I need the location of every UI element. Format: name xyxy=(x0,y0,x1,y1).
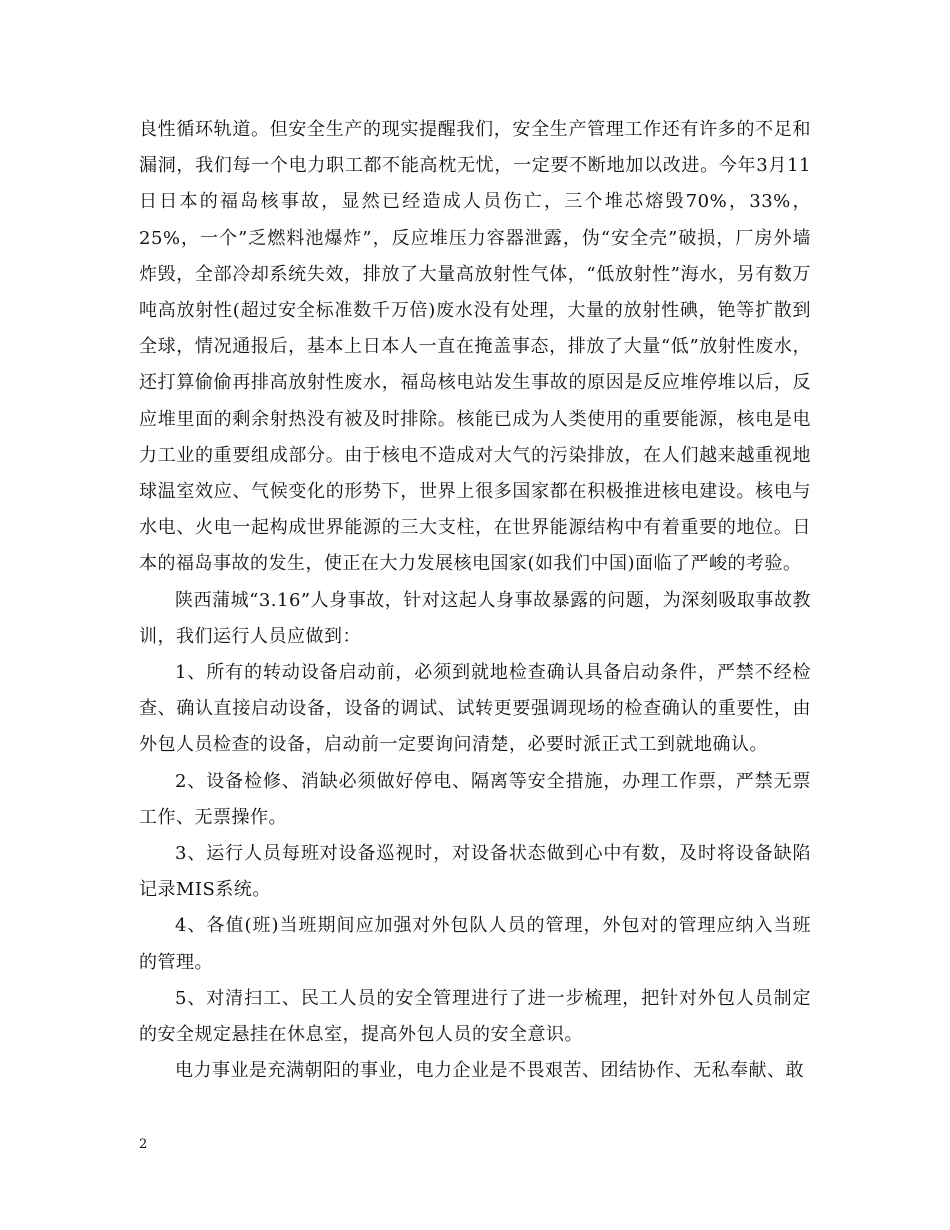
paragraph-item-2: 2、设备检修、消缺必须做好停电、隔离等安全措施，办理工作票，严禁无票工作、无票操作。 xyxy=(139,770,811,828)
paragraph-item-4: 4、各值(班)当班期间应加强对外包队人员的管理，外包对的管理应纳入当班的管理。 xyxy=(139,915,811,973)
paragraph-item-1: 1、所有的转动设备启动前，必须到就地检查确认具备启动条件，严禁不经检查、确认直接启动设备，设备的调试、试转更要强调现场的检查确认的重要性，由外包人员检查的设备，启动前一定要询问清楚，必要时派正式工到就地确认。 xyxy=(139,662,811,756)
body-text xyxy=(139,112,811,1089)
paragraph-pucheng-incident: 陕西蒲城“3.16”人身事故，针对这起人身事故暴露的问题，为深刻吸取事故教训，我们运行人员应做到： xyxy=(139,589,811,647)
paragraph-item-5: 5、对清扫工、民工人员的安全管理进行了进一步梳理，把针对外包人员制定的安全规定悬挂在休息室，提高外包人员的安全意识。 xyxy=(139,987,811,1046)
page-number: 2 xyxy=(139,1137,148,1152)
paragraph-fukushima: 良性循环轨道。但安全生产的现实提醒我们，安全生产管理工作还有许多的不足和漏洞，我们每一个电力职工都不能高枕无忧，一定要不断地加以改进。今年3月11日日本的福岛核事故，显然已经造成人员伤亡，三个堆芯熔毁70%，33%，25%，一个”乏燃料池爆炸”，反应堆压力容器泄露，伪“安全壳”破损，厂房外墙炸毁，全部冷却系统失效，排放了大量高放射性气体，“低放射性”海水，另有数万吨高放射性(超过安全标准数千万倍)废水没有处理，大量的放射性碘，铯等扩散到全球，情况通报后，基本上日本人一直在掩盖事态，排放了大量“低”放射性废水，还打算偷偷再排高放射性废水，福岛核电站发生事故的原因是反应堆停堆以后，反应堆里面的剩余射热没有被及时排除。核能已成为人类使用的重要能源，核电是电力工业的重要组成部分。由于核电不造成对大气的污染排放，在人们越来越重视地球温室效应、气候变化的形势下，世界上很多国家都在积极推进核电建设。核电与水电、火电一起构成世界能源的三大支柱，在世界能源结构中有着重要的地位。日本的福岛事故的发生，使正在大力发展核电国家(如我们中国)面临了严峻的考验。 xyxy=(139,119,811,575)
paragraph-closing: 电力事业是充满朝阳的事业，电力企业是不畏艰苦、团结协作、无私奉献、敢 xyxy=(175,1060,804,1082)
paragraph-item-3: 3、运行人员每班对设备巡视时，对设备状态做到心中有数，及时将设备缺陷记录MIS系统。 xyxy=(139,843,811,901)
